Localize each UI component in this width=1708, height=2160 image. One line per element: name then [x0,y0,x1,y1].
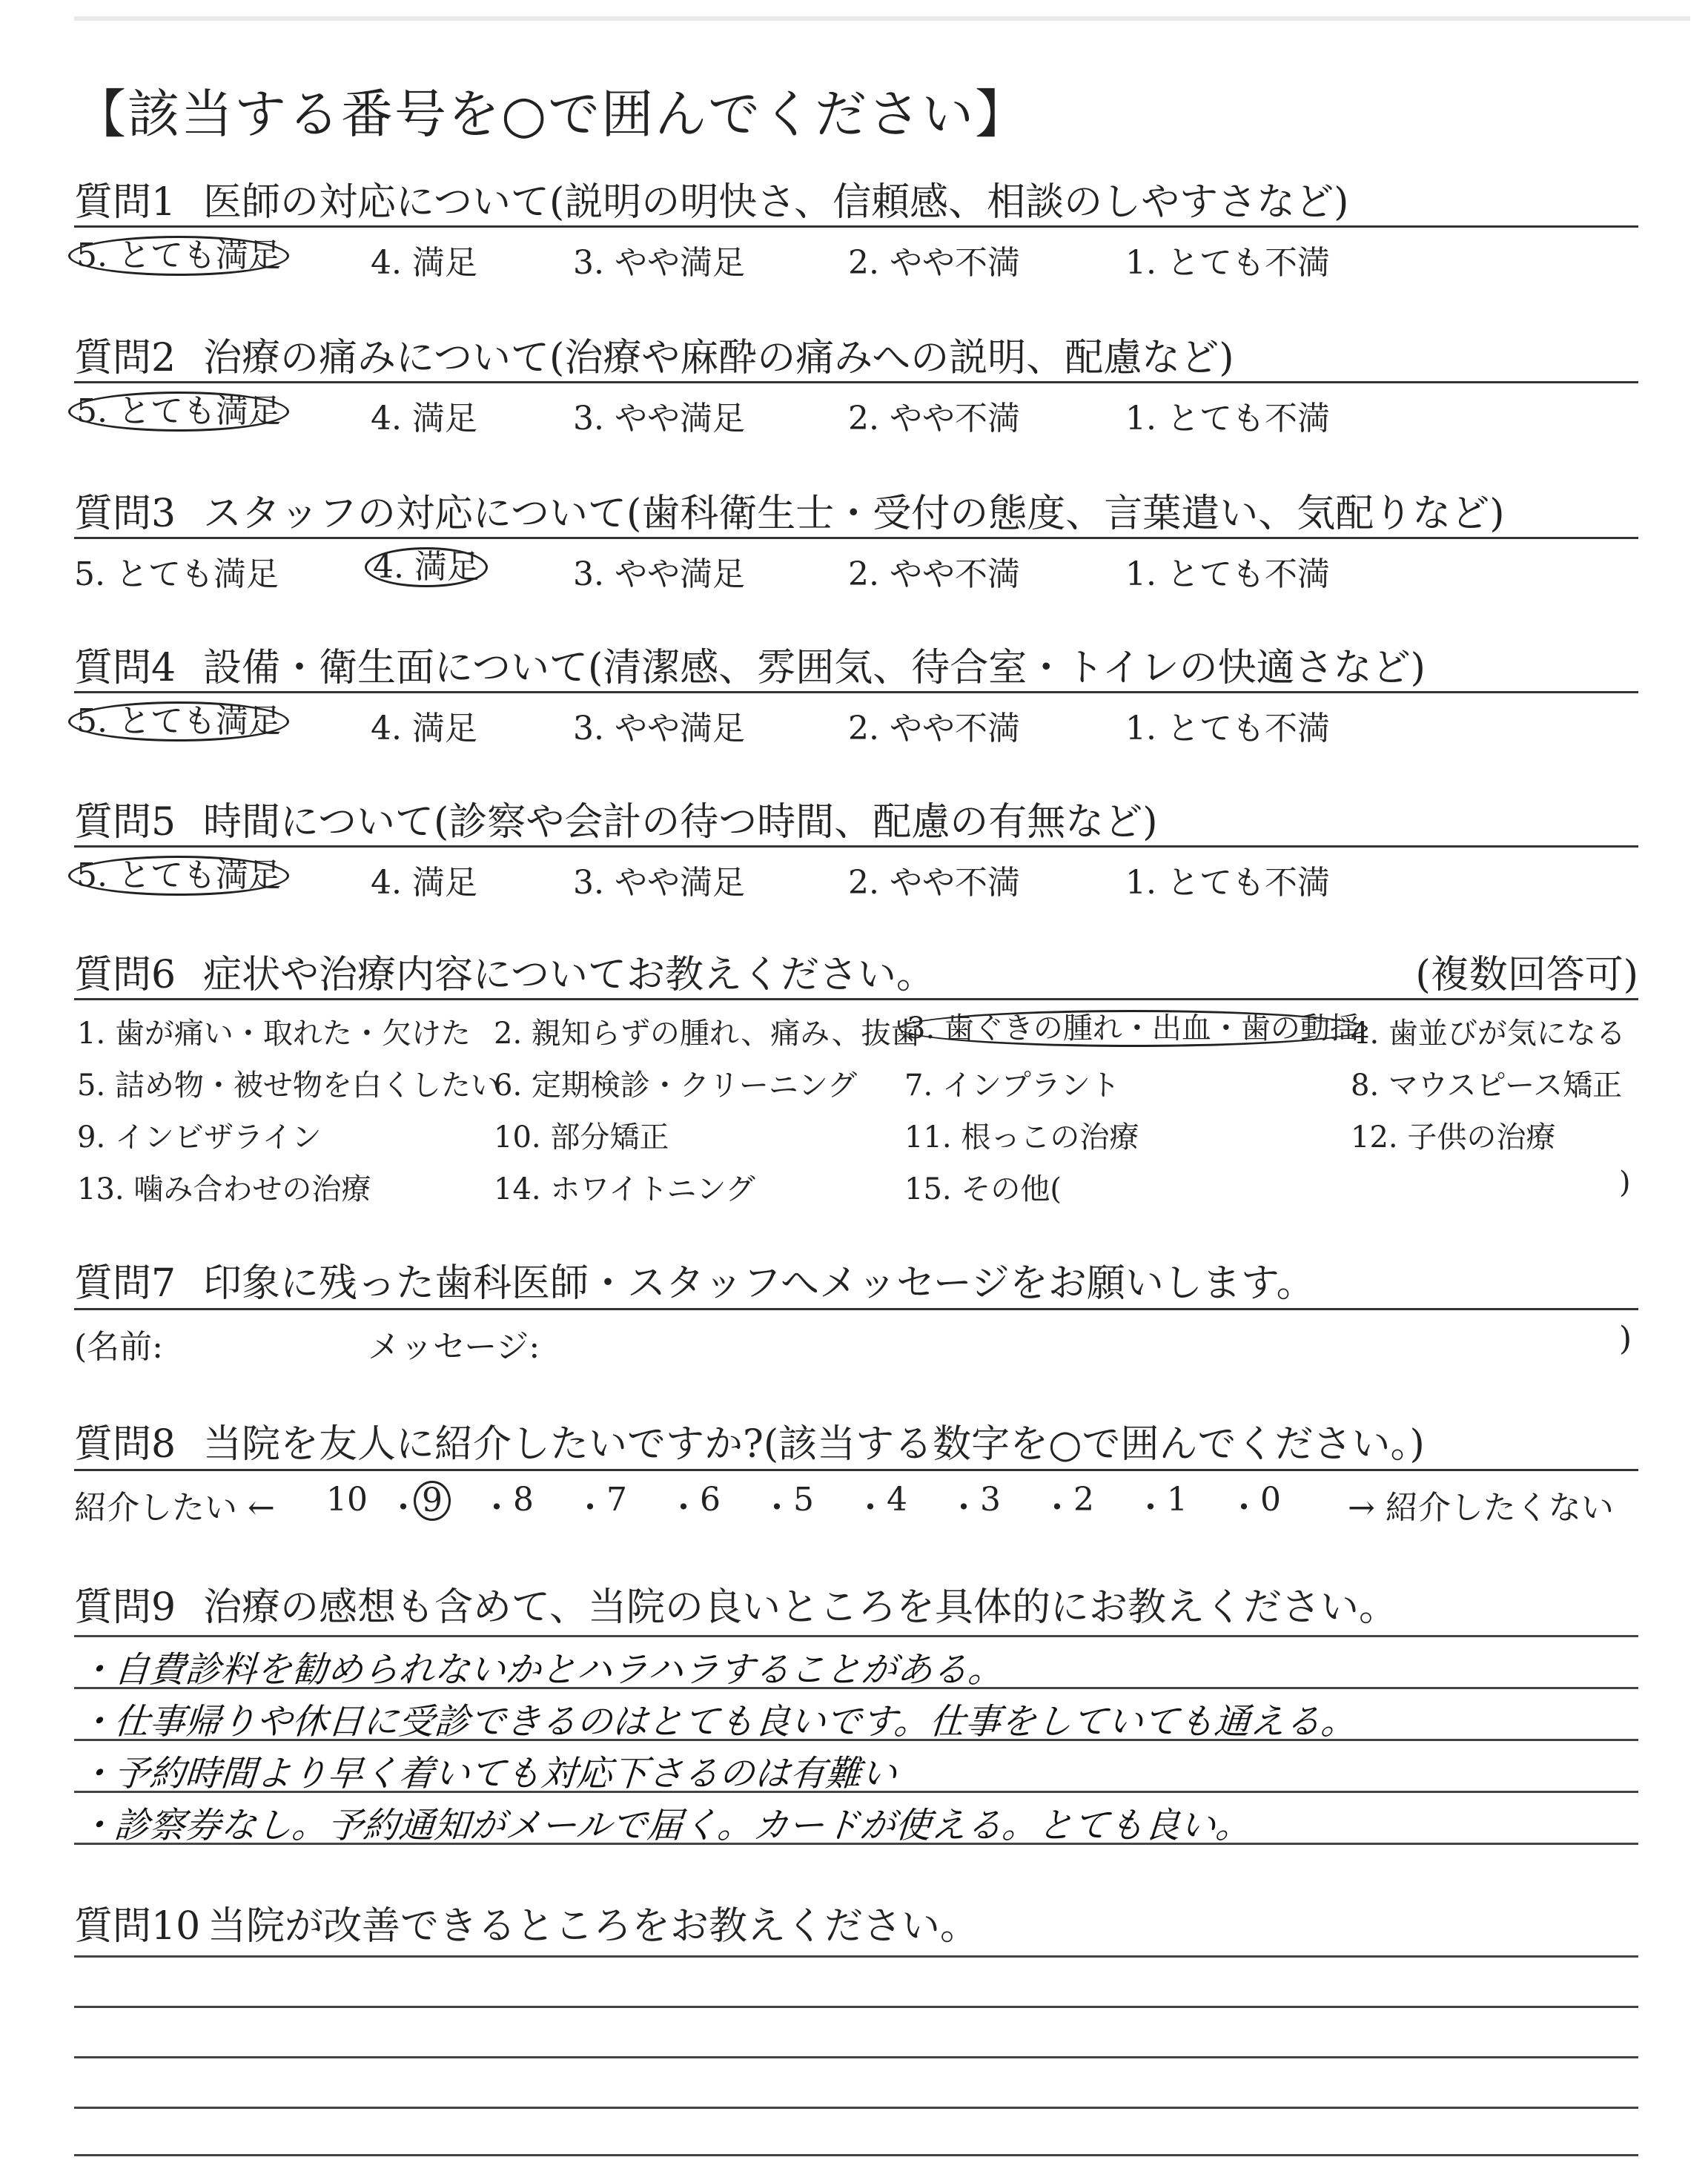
selected-circle [68,701,289,742]
question-2 [74,326,1638,437]
rating-option[interactable] [74,547,279,595]
symptom-option[interactable] [1351,1114,1555,1156]
rating-option[interactable] [1125,392,1330,439]
scale-separator: ・ [761,1489,793,1527]
option-label: 3. 歯ぐきの腫れ・出血・歯の動揺 [907,1011,1360,1046]
rating-option[interactable] [573,547,745,595]
rating-option[interactable] [371,236,477,283]
question-rule [74,998,1638,1000]
question-4 [74,636,1638,747]
scale-value[interactable] [887,1481,907,1519]
question-10 [74,1895,1638,2160]
answer-line [74,1635,1638,1637]
rating-option[interactable] [573,856,745,903]
rating-option[interactable] [74,856,289,896]
closing-paren [1619,1166,1631,1200]
answer-line [74,2154,1638,2156]
option-label: 1. とても不満 [1125,710,1330,747]
question-text: 治療の感想も含めて、当院の良いところを具体的にお教えください。 [203,1585,1397,1630]
scale-separator: ・ [1134,1489,1167,1527]
handwritten-answer: ・予約時間より早く着いても対応下さるのは有難い [76,1753,898,1794]
question-number: 質問2 [74,336,176,380]
option-label: 3. やや満足 [573,710,745,747]
question-6 [74,943,1638,1210]
question-rule [74,691,1638,693]
rating-option[interactable] [573,701,745,749]
question-number: 質問5 [74,800,176,845]
page-title: 【該当する番号を○で囲んでください】 [74,84,1029,145]
scale-number: 7 [606,1481,627,1519]
option-label: 5. とても満足 [76,702,281,740]
rating-option[interactable] [74,236,289,276]
answer-line [74,2006,1638,2008]
symptom-option[interactable] [77,1010,471,1052]
scale-number: 3 [980,1481,1001,1519]
question-text: 時間について(診察や会計の待つ時間、配慮の有無など) [203,800,1158,845]
scale-number: 4 [887,1481,907,1519]
option-label: 13. 噛み合わせの治療 [77,1172,371,1206]
question-number: 質問9 [74,1585,176,1630]
scale-value[interactable] [420,1481,451,1521]
question-rule [74,845,1638,848]
option-label: 4. 満足 [371,244,477,282]
question-5 [74,790,1638,902]
question-rule [74,537,1638,539]
scale-separator: ・ [667,1489,700,1527]
option-label: 10. 部分矯正 [494,1120,669,1155]
option-label: 7. インプラント [904,1069,1120,1103]
rating-option[interactable] [371,701,477,749]
question-text: 治療の痛みについて(治療や麻酔の痛みへの説明、配慮など) [203,336,1234,380]
question-rule [74,1469,1638,1471]
scale-number: 1 [1167,1481,1188,1519]
rating-option[interactable] [1125,236,1330,283]
scale-separator: ・ [1041,1489,1073,1527]
scale-value[interactable] [1260,1481,1281,1519]
option-label: 2. やや不満 [848,244,1020,282]
rating-option[interactable] [848,701,1020,749]
question-9 [74,1576,1638,1857]
option-label: 3. やや満足 [573,864,745,902]
scale-number: 9 [422,1482,443,1519]
multiple-answer-note: (複数回答可) [1415,953,1638,997]
message-label: メッセージ: [368,1328,540,1366]
question-number: 質問1 [74,180,176,225]
question-text: 当院が改善できるところをお教えください。 [208,1904,979,1949]
symptom-option[interactable] [494,1010,921,1052]
handwritten-answer: ・診察券なし。予約通知がメールで届く。カードが使える。とても良い。 [76,1805,1253,1846]
option-label: 3. やや満足 [573,555,745,593]
question-number: 質問10 [74,1904,201,1949]
name-label: (名前: [74,1328,163,1366]
rating-option[interactable] [848,547,1020,595]
symptom-option[interactable] [904,1010,1368,1047]
option-label: 5. とても満足 [76,237,281,274]
symptom-option[interactable] [494,1062,857,1104]
question-number: 質問6 [74,953,176,997]
option-label: 9. インビザライン [77,1120,322,1155]
rating-option[interactable] [848,392,1020,439]
selected-circle [68,392,289,432]
scale-number: 2 [1073,1481,1094,1519]
rating-option[interactable] [371,856,477,903]
option-label: 3. やや満足 [573,244,745,282]
question-text: 設備・衛生面について(清潔感、雰囲気、待合室・トイレの快適さなど) [203,646,1426,690]
option-label: 2. やや不満 [848,400,1020,437]
option-label: 14. ホワイトニング [494,1172,755,1206]
question-number: 質問7 [74,1261,176,1306]
symptom-option[interactable] [77,1062,500,1104]
option-label: 4. 満足 [373,548,480,586]
selected-circle [68,856,289,896]
scale-number: 5 [793,1481,814,1519]
option-label: 15. その他( [904,1172,1062,1206]
option-label: 2. やや不満 [848,555,1020,593]
selected-circle [898,1010,1368,1047]
rating-option[interactable] [1125,701,1330,749]
rating-option[interactable] [1125,547,1330,595]
option-label: 8. マウスピース矯正 [1351,1069,1623,1103]
question-text: 症状や治療内容についてお教えください。 [203,953,935,997]
option-label: 1. とても不満 [1125,555,1330,593]
question-8 [74,1413,1638,1527]
scale-value[interactable] [1073,1481,1094,1519]
rating-option[interactable] [74,392,289,432]
option-label: 2. やや不満 [848,864,1020,902]
rating-option[interactable] [371,392,477,439]
handwritten-answer: ・自費診料を勧められないかとハラハラすることがある。 [76,1649,1005,1691]
question-text: 印象に残った歯科医師・スタッフへメッセージをお願いします。 [203,1261,1315,1306]
scale-value[interactable] [700,1481,721,1519]
top-edge [74,16,1690,21]
option-label: 2. 親知らずの腫れ、痛み、抜歯 [494,1017,921,1051]
scale-separator: ・ [1228,1489,1260,1527]
answer-line [74,2056,1638,2058]
question-rule [74,381,1638,383]
scale-separator: ・ [387,1489,420,1527]
question-1 [74,171,1638,282]
scale-number: 6 [700,1481,721,1519]
scale-separator: ・ [480,1489,513,1527]
option-label: 1. とても不満 [1125,244,1330,282]
symptom-option[interactable] [904,1114,1139,1156]
scale-value[interactable] [793,1481,814,1519]
question-number: 質問8 [74,1422,176,1467]
scale-value[interactable] [980,1481,1001,1519]
question-3 [74,482,1638,593]
option-label: 4. 満足 [371,710,477,747]
rating-option[interactable] [848,236,1020,283]
option-label: 4. 満足 [371,400,477,437]
closing-paren: ) [1619,1320,1632,1358]
symptom-option[interactable] [904,1062,1120,1104]
answer-line [74,2107,1638,2109]
option-label: ) [1619,1166,1631,1200]
symptom-option[interactable] [494,1166,755,1208]
question-7 [74,1252,1638,1366]
rating-option[interactable] [573,392,745,439]
symptom-option[interactable] [77,1114,322,1156]
selected-circle [414,1481,451,1521]
question-text: 医師の対応について(説明の明快さ、信頼感、相談のしやすさなど) [203,180,1349,225]
scale-value[interactable] [513,1481,534,1519]
option-label: 12. 子供の治療 [1351,1120,1556,1155]
not-recommend-label: → 紹介したくない [1348,1489,1614,1527]
handwritten-answer: ・仕事帰りや休日に受診できるのはとても良いです。仕事をしていても通える。 [76,1701,1358,1743]
question-text: 当院を友人に紹介したいですか?(該当する数字を○で囲んでください。) [203,1422,1425,1467]
rating-option[interactable] [371,547,488,587]
rating-option[interactable] [573,236,745,283]
symptom-option[interactable] [1351,1010,1626,1052]
option-label: 11. 根っこの治療 [904,1120,1139,1155]
scale-value[interactable] [606,1481,627,1519]
option-label: 1. とても不満 [1125,400,1330,437]
question-rule [74,225,1638,228]
question-number: 質問3 [74,492,176,536]
option-label: 5. とても満足 [74,555,279,593]
question-text: スタッフの対応について(歯科衛生士・受付の態度、言葉遣い、気配りなど) [203,492,1505,536]
option-label: 5. とても満足 [76,392,281,430]
option-label: 4. 満足 [371,864,477,902]
answer-line [74,1955,1638,1958]
scale-separator: ・ [947,1489,980,1527]
recommend-label: 紹介したい ← [74,1489,275,1527]
selected-circle [68,236,289,276]
option-label: 3. やや満足 [573,400,745,437]
rating-option[interactable] [1125,856,1330,903]
rating-option[interactable] [848,856,1020,903]
rating-option[interactable] [74,701,289,742]
option-label: 6. 定期検診・クリーニング [494,1069,858,1103]
option-label: 5. 詰め物・被せ物を白くしたい [77,1069,500,1103]
scale-value[interactable] [326,1481,368,1519]
option-label: 5. とても満足 [76,856,281,894]
scale-value[interactable] [1167,1481,1188,1519]
scale-number: 10 [326,1481,368,1519]
symptom-option[interactable] [904,1166,1062,1208]
question-rule [74,1308,1638,1310]
option-label: 1. 歯が痛い・取れた・欠けた [77,1017,471,1051]
scale-separator: ・ [854,1489,887,1527]
option-label: 1. とても不満 [1125,864,1330,902]
symptom-option[interactable] [1351,1062,1622,1104]
scale-number: 8 [513,1481,534,1519]
scale-number: 0 [1260,1481,1281,1519]
selected-circle [365,547,488,587]
question-number: 質問4 [74,646,176,690]
symptom-option[interactable] [494,1114,669,1156]
symptom-option[interactable] [77,1166,371,1208]
option-label: 2. やや不満 [848,710,1020,747]
option-label: 4. 歯並びが気になる [1351,1017,1626,1051]
scale-separator: ・ [574,1489,606,1527]
